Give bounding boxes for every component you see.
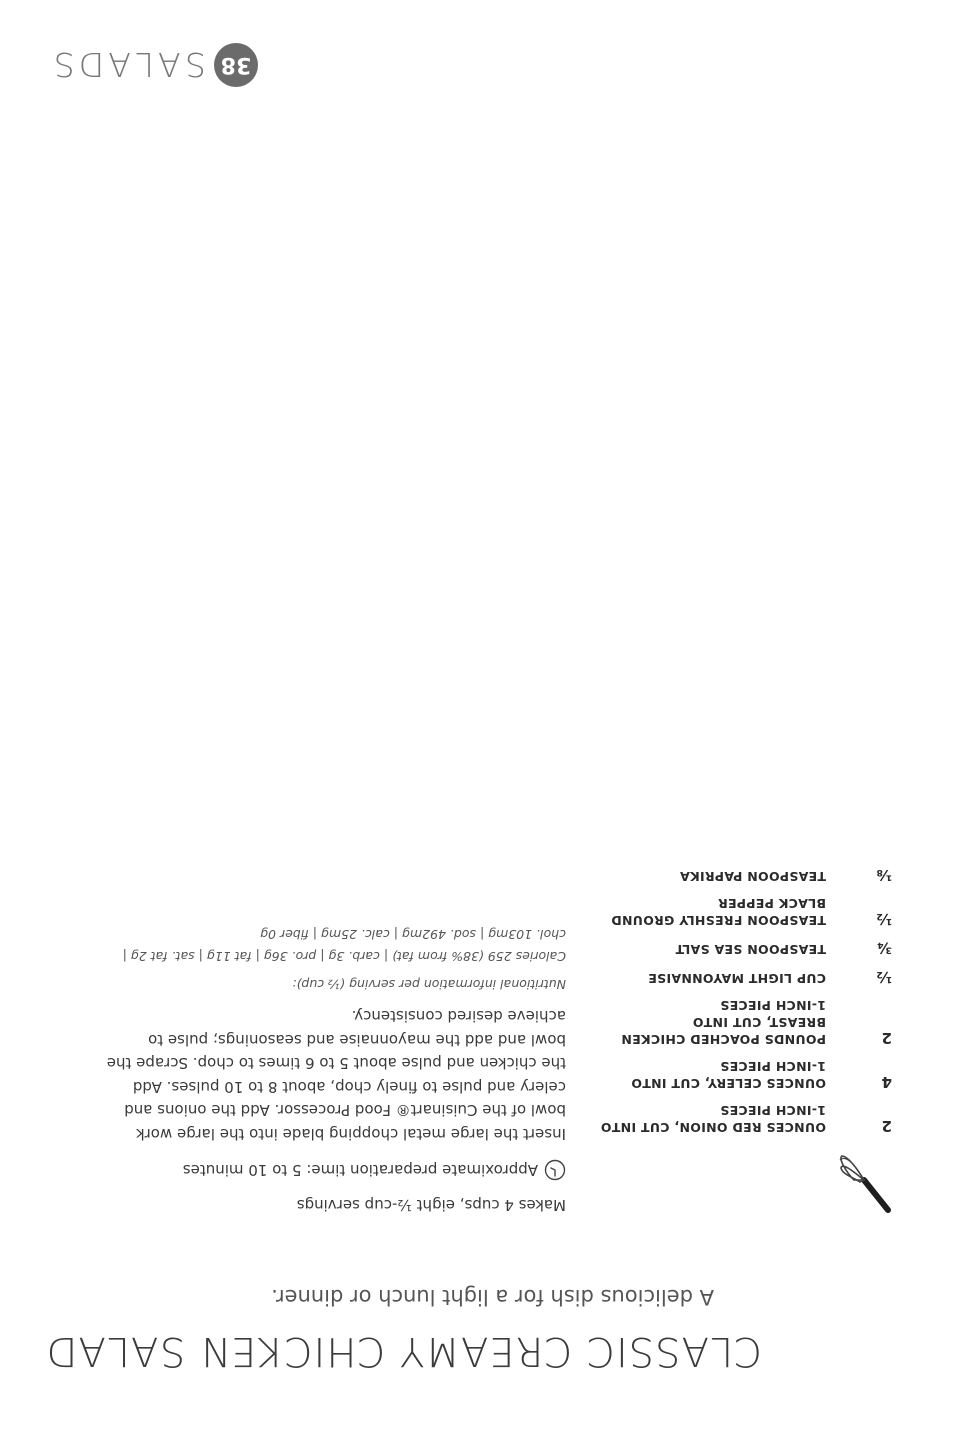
prep-time-row <box>106 1159 566 1181</box>
yield-text: Makes 4 cups, eight ½-cup servings <box>296 1196 566 1214</box>
ingredient-qty: ½ <box>876 910 892 928</box>
ingredient-desc: OUNCES RED ONION, CUT INTO 1-INCH PIECES <box>600 1103 826 1135</box>
recipe-title: CLASSIC CREAMY CHICKEN SALAD <box>45 1328 762 1374</box>
ingredient-qty: 4 <box>881 1073 892 1091</box>
ingredient-desc: TEASPOON SEA SALT <box>675 942 826 957</box>
prep-time-text: Approximate preparation time: 5 to 10 minutes <box>182 1161 538 1179</box>
ingredient-qty: ¾ <box>876 939 892 957</box>
nutrition-facts: Calories 259 (38% from fat) | carb. 3g | pro. 36g | fat 11g | sat. fat 2g | chol. 103mg | sod. 492mg | calc. 25mg | fiber 0g <box>122 927 566 964</box>
method-column <box>106 923 566 1215</box>
whisk-icon <box>838 1152 894 1214</box>
page-footer <box>50 43 258 87</box>
ingredient-item <box>592 1102 892 1136</box>
ingredient-desc: POUNDS POACHED CHICKEN BREAST, CUT INTO 1-INCH PIECES <box>621 998 826 1047</box>
nutrition-header: Nutritional information per serving (½ cup): <box>292 977 566 992</box>
ingredient-list <box>592 856 892 1136</box>
ingredient-qty: ½ <box>876 968 892 986</box>
ingredient-desc: TEASPOON FRESHLY GROUND BLACK PEPPER <box>611 896 826 928</box>
ingredient-item <box>592 1058 892 1092</box>
section-title: SALADS <box>49 45 206 85</box>
ingredient-qty: 2 <box>881 1029 892 1047</box>
ingredient-desc: CUP LIGHT MAYONNAISE <box>648 971 826 986</box>
ingredient-qty: 2 <box>881 1117 892 1135</box>
instructions-text: Insert the large metal chopping blade into the large work bowl of the Cuisinart® Food Processor. Add the onions and celery and pulse to finely chop, about 8 to 10 pulses. Add the chicken and pulse about 5 to 6 times to chop. Scrape the bowl and add the mayonnaise and seasonings; pulse to achieve desired consistency. <box>106 1007 566 1143</box>
ingredient-item <box>592 997 892 1048</box>
ingredient-desc: TEASPOON PAPRIKA <box>679 869 826 884</box>
ingredient-desc: OUNCES CELERY, CUT INTO 1-INCH PIECES <box>631 1059 826 1091</box>
ingredient-item <box>592 895 892 929</box>
ingredient-item <box>592 939 892 958</box>
clock-icon <box>544 1159 566 1181</box>
recipe-subtitle: A delicious dish for a light lunch or dinner. <box>271 1285 714 1309</box>
ingredient-qty: ⅛ <box>876 866 892 884</box>
page-number-badge: 38 <box>214 43 258 87</box>
ingredient-item <box>592 968 892 987</box>
ingredient-item <box>592 866 892 885</box>
